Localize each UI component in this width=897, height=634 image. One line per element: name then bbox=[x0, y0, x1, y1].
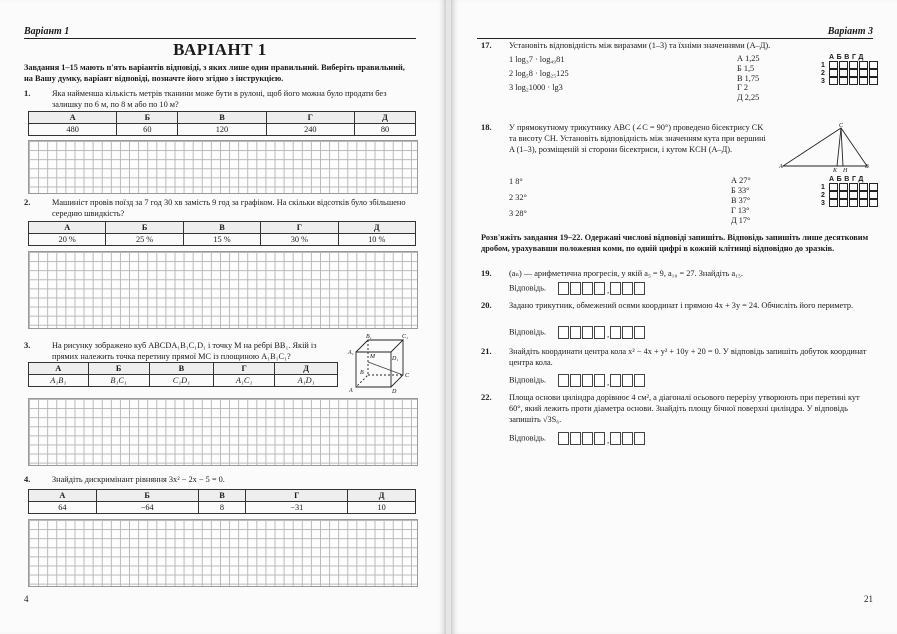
answer-table bbox=[28, 221, 416, 246]
task-text: Площа основи циліндра дорівнює 4 см², а діагоналі осьового перерізу утворюють при перетині кут 60°, який лежить проти діаметра основи. Знайдіть площу бічної поверхні циліндра. У відповідь запишіть √3S₆. bbox=[509, 393, 860, 424]
right-options bbox=[731, 176, 751, 226]
draft-grid bbox=[28, 519, 418, 587]
option-header: Г bbox=[214, 363, 275, 375]
answer-cell[interactable] bbox=[634, 326, 645, 339]
left-options bbox=[509, 54, 569, 93]
decimal-comma: , bbox=[607, 286, 610, 295]
answer-cell[interactable] bbox=[582, 326, 593, 339]
cube-label: B₁ bbox=[366, 334, 372, 340]
option-header: Б bbox=[96, 490, 198, 502]
instructions: Завдання 1–15 мають п'ять варіантів відповіді, з яких лише один правильний. Виберіть правильний, на Вашу думку, варіант відповіді, позначте його згідно з інструкцією. bbox=[24, 63, 405, 83]
task-number: 4. bbox=[24, 474, 31, 484]
option-header: Г bbox=[261, 222, 338, 234]
option-value: 64 bbox=[29, 502, 97, 514]
option-header: Д bbox=[354, 112, 415, 124]
task-number: 18. bbox=[481, 122, 492, 132]
triangle-label: A bbox=[779, 164, 783, 170]
task-text: На рисунку зображено куб ABCDA₁B₁C₁D₁ і точку M на ребрі BB₁. Якій із прямих належить точка перетину прямої MC із площиною A₁B₁C₁? bbox=[52, 341, 317, 361]
option-value: 15 % bbox=[183, 234, 260, 246]
option-value: 30 % bbox=[261, 234, 338, 246]
matrix-row-label: 2 bbox=[821, 69, 825, 77]
answer-row bbox=[509, 374, 646, 387]
option-header: В bbox=[178, 112, 266, 124]
task-number: 21. bbox=[481, 346, 492, 356]
header-rule bbox=[477, 38, 873, 39]
option-value: 60 bbox=[117, 124, 178, 136]
left-option: 2 log₅8 · log₂₅125 bbox=[509, 69, 569, 78]
answer-cell[interactable] bbox=[582, 374, 593, 387]
answer-cell[interactable] bbox=[570, 432, 581, 445]
option-value: 480 bbox=[29, 124, 117, 136]
option-header: Б bbox=[106, 222, 183, 234]
left-option: 2 32° bbox=[509, 193, 527, 202]
option-header: Д bbox=[348, 490, 416, 502]
page-number: 4 bbox=[24, 594, 29, 604]
left-option: 1 log₃7 · log₄₉81 bbox=[509, 55, 565, 64]
cube-label: A₁ bbox=[348, 350, 354, 356]
answer-cell[interactable] bbox=[634, 374, 645, 387]
option-header: А bbox=[29, 112, 117, 124]
answer-cell[interactable] bbox=[594, 282, 605, 295]
cube-label: M bbox=[370, 354, 375, 360]
option-header: В bbox=[183, 222, 260, 234]
right-option: Б 33° bbox=[731, 186, 750, 195]
cube-label: A bbox=[349, 388, 353, 394]
answer-cell[interactable] bbox=[610, 374, 621, 387]
task-text: Яка найменша кількість метрів тканини може бути в рулоні, щоб його можна було продати без залишку по 6 м, по 8 м або по 10 м? bbox=[52, 89, 387, 109]
task-number: 20. bbox=[481, 300, 492, 310]
task-text: Знайдіть дискримінант рівняння 3x² − 2x − 5 = 0. bbox=[52, 475, 225, 484]
cube-label: C₁ bbox=[402, 334, 409, 340]
answer-label: Відповідь. bbox=[509, 433, 546, 443]
decimal-comma: , bbox=[607, 378, 610, 387]
answer-matrix[interactable] bbox=[821, 54, 879, 85]
task-number: 1. bbox=[24, 88, 31, 98]
decimal-comma: , bbox=[607, 436, 610, 445]
matrix-row-label: 3 bbox=[821, 77, 825, 85]
right-option: В 1,75 bbox=[737, 73, 760, 83]
answer-cell[interactable] bbox=[570, 374, 581, 387]
answer-label: Відповідь. bbox=[509, 283, 546, 293]
answer-cell[interactable] bbox=[610, 432, 621, 445]
page-number: 21 bbox=[864, 594, 873, 604]
answer-row bbox=[509, 326, 646, 339]
answer-cell[interactable] bbox=[610, 282, 621, 295]
task-number: 22. bbox=[481, 392, 492, 402]
left-header: Варіант 1 bbox=[24, 26, 70, 37]
task-text: Задано трикутник, обмежений осями координат і прямою 4x + 3y = 24. Обчисліть його периметр. bbox=[509, 301, 854, 310]
header-rule bbox=[24, 38, 416, 39]
answer-table bbox=[28, 362, 338, 387]
cube-label: D bbox=[392, 389, 397, 394]
option-header: Д bbox=[275, 363, 338, 375]
matrix-row-label: 1 bbox=[821, 183, 825, 191]
draft-grid bbox=[28, 140, 418, 194]
option-header: В bbox=[149, 363, 213, 375]
option-value: B₁C₁ bbox=[88, 375, 149, 387]
option-value: 80 bbox=[354, 124, 415, 136]
option-header: В bbox=[198, 490, 246, 502]
answer-cell[interactable] bbox=[594, 326, 605, 339]
right-option: А 1,25 bbox=[737, 54, 760, 63]
triangle-figure bbox=[779, 122, 871, 172]
triangle-label: H bbox=[843, 168, 848, 172]
option-value: A₁B₁ bbox=[29, 375, 89, 387]
task-text: У прямокутному трикутнику ABC (∠C = 90°) проведено бісектрису CK та висоту CH. Установіть відповідність між значенням кута при вершині A (1–3), розміщеній зі сторони бісектриси, і кутом KCH (А–Д). bbox=[509, 123, 766, 154]
right-option: Г 13° bbox=[731, 206, 750, 215]
cube-label: B bbox=[360, 370, 364, 376]
matrix-letters: АБВГД bbox=[829, 54, 866, 61]
answer-table bbox=[28, 489, 416, 514]
answer-row bbox=[509, 282, 646, 295]
answer-cell[interactable] bbox=[610, 326, 621, 339]
task-number: 19. bbox=[481, 268, 492, 278]
answer-table bbox=[28, 111, 416, 136]
cube-figure bbox=[346, 332, 418, 394]
cube-label: D₁ bbox=[392, 356, 399, 362]
answer-cell[interactable] bbox=[582, 282, 593, 295]
option-value: −31 bbox=[246, 502, 348, 514]
triangle-label: C bbox=[839, 123, 844, 129]
option-value: 10 bbox=[348, 502, 416, 514]
triangle-label: K bbox=[833, 168, 838, 172]
answer-cell[interactable] bbox=[622, 432, 633, 445]
answer-cell[interactable] bbox=[582, 432, 593, 445]
task-number: 3. bbox=[24, 340, 31, 350]
option-value: 240 bbox=[266, 124, 354, 136]
option-value: 8 bbox=[198, 502, 246, 514]
option-header: Г bbox=[246, 490, 348, 502]
triangle-label: B bbox=[865, 164, 869, 170]
answer-cell[interactable] bbox=[622, 326, 633, 339]
option-value: A₁C₁ bbox=[214, 375, 275, 387]
matrix-row-label: 3 bbox=[821, 199, 825, 207]
answer-cell[interactable] bbox=[558, 374, 569, 387]
task-text: (aₙ) — арифметична прогресія, у якій a₅ = 9, a₁₀ = 27. Знайдіть a₁₅. bbox=[509, 269, 743, 278]
answer-cell[interactable] bbox=[594, 374, 605, 387]
answer-label: Відповідь. bbox=[509, 327, 546, 337]
option-value: A₁D₁ bbox=[275, 375, 338, 387]
right-option: Б 1,5 bbox=[737, 63, 755, 73]
matrix-letters: АБВГД bbox=[829, 176, 866, 183]
left-page bbox=[0, 0, 446, 634]
option-header: Б bbox=[88, 363, 149, 375]
matrix-row-label: 2 bbox=[821, 191, 825, 199]
option-value: 25 % bbox=[106, 234, 183, 246]
left-option: 1 8° bbox=[509, 177, 523, 186]
matrix-row-label: 1 bbox=[821, 61, 825, 69]
answer-cell[interactable] bbox=[558, 282, 569, 295]
option-value: −64 bbox=[96, 502, 198, 514]
draft-grid bbox=[28, 398, 418, 466]
option-header: Д bbox=[338, 222, 415, 234]
answer-matrix[interactable] bbox=[821, 176, 879, 207]
option-value: 120 bbox=[178, 124, 266, 136]
variant-title: ВАРІАНТ 1 bbox=[173, 40, 267, 59]
option-header: А bbox=[29, 363, 89, 375]
option-header: А bbox=[29, 222, 106, 234]
answer-cell[interactable] bbox=[594, 432, 605, 445]
answer-row bbox=[509, 432, 646, 445]
answer-label: Відповідь. bbox=[509, 375, 546, 385]
answer-cell[interactable] bbox=[558, 432, 569, 445]
option-header: Г bbox=[266, 112, 354, 124]
decimal-comma: , bbox=[607, 330, 610, 339]
answer-cell[interactable] bbox=[634, 282, 645, 295]
option-value: C₁D₁ bbox=[149, 375, 213, 387]
option-header: А bbox=[29, 490, 97, 502]
right-option: Д 2,25 bbox=[737, 93, 760, 103]
cube-label: C bbox=[405, 373, 410, 379]
option-header: Б bbox=[117, 112, 178, 124]
answer-cell[interactable] bbox=[622, 282, 633, 295]
right-options bbox=[737, 54, 760, 103]
answer-cell[interactable] bbox=[558, 326, 569, 339]
draft-grid bbox=[28, 251, 418, 329]
answer-cell[interactable] bbox=[634, 432, 645, 445]
task-text: Машиніст провів поїзд за 7 год 30 хв замість 9 год за графіком. На скільки відсотків було збільшено середню швидкість? bbox=[52, 198, 406, 218]
task-number: 2. bbox=[24, 197, 31, 207]
right-option: А 27° bbox=[731, 176, 751, 185]
task-text: Знайдіть координати центра кола x² − 4x + y² + 10y + 20 = 0. У відповідь запишіть добуток координат центра кола. bbox=[509, 347, 867, 367]
task-text: Установіть відповідність між виразами (1–3) та їхніми значеннями (А–Д). bbox=[509, 41, 771, 50]
left-options bbox=[509, 176, 527, 219]
instructions: Розв'яжіть завдання 19–22. Одержані числові відповіді запишіть. Відповідь запишіть лише десятковим дробом, урахувавши положення коми, по одній цифрі в кожній клітинці відповідно до зразків. bbox=[481, 233, 869, 253]
right-option: В 37° bbox=[731, 196, 751, 205]
task-number: 17. bbox=[481, 40, 492, 50]
right-option: Г 2 bbox=[737, 83, 749, 93]
answer-cell[interactable] bbox=[622, 374, 633, 387]
right-header: Варіант 3 bbox=[827, 26, 873, 37]
answer-cell[interactable] bbox=[570, 326, 581, 339]
option-value: 10 % bbox=[338, 234, 415, 246]
left-option: 3 28° bbox=[509, 209, 527, 218]
right-option: Д 17° bbox=[731, 216, 751, 225]
option-value: 20 % bbox=[29, 234, 106, 246]
right-page bbox=[451, 0, 897, 634]
answer-cell[interactable] bbox=[570, 282, 581, 295]
left-option: 3 log₂1000 · lg3 bbox=[509, 83, 563, 92]
